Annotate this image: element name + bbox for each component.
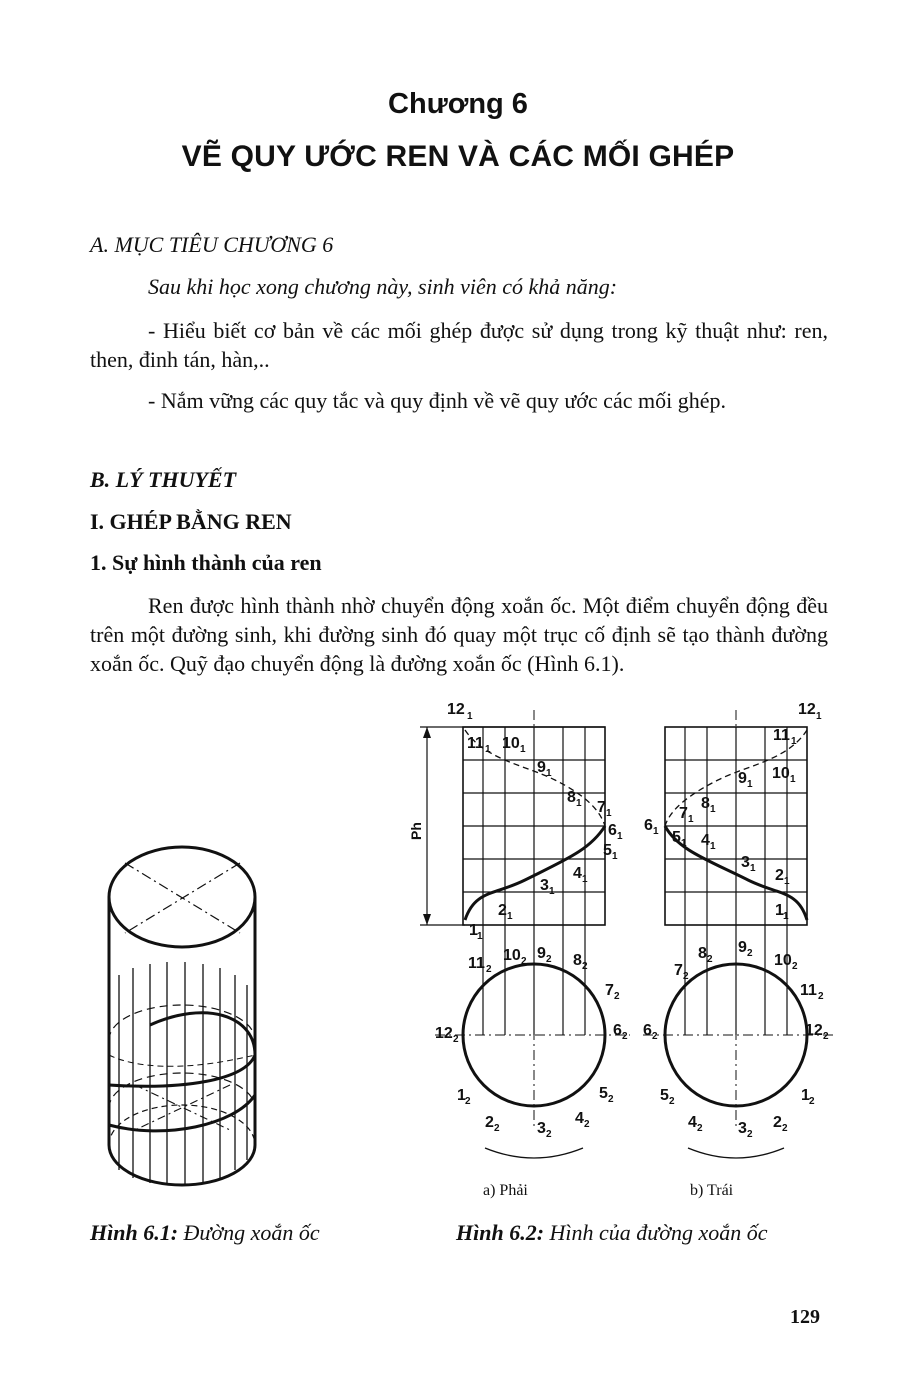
svg-text:1: 1 xyxy=(784,876,790,887)
helix-cylinder-figure xyxy=(95,840,270,1190)
svg-text:3: 3 xyxy=(741,854,750,871)
svg-text:1: 1 xyxy=(520,744,526,755)
svg-text:7: 7 xyxy=(679,805,688,822)
svg-text:1: 1 xyxy=(747,779,753,790)
svg-text:2: 2 xyxy=(792,961,798,972)
svg-text:2: 2 xyxy=(773,1114,782,1131)
objective-bullet-2: - Nắm vững các quy tắc và quy định về vẽ quy ước các mối ghép. xyxy=(148,388,726,413)
helix-projection-right xyxy=(405,690,630,1210)
svg-text:9: 9 xyxy=(537,945,546,962)
svg-text:2: 2 xyxy=(485,1114,494,1131)
svg-text:11: 11 xyxy=(800,982,817,999)
objective-bullet-1: - Hiểu biết cơ bản về các mối ghép được sử dụng trong kỹ thuật như: ren, then, đinh tán, hàn,.. xyxy=(90,318,828,372)
svg-text:12: 12 xyxy=(447,701,465,718)
svg-text:1: 1 xyxy=(688,814,694,825)
svg-text:8: 8 xyxy=(567,789,576,806)
svg-text:2: 2 xyxy=(608,1094,614,1105)
svg-text:8: 8 xyxy=(701,795,710,812)
svg-text:2: 2 xyxy=(707,954,713,965)
svg-text:2: 2 xyxy=(486,964,492,975)
svg-text:2: 2 xyxy=(521,956,527,967)
svg-text:1: 1 xyxy=(775,902,784,919)
svg-text:4: 4 xyxy=(688,1114,697,1131)
svg-text:1: 1 xyxy=(606,808,612,819)
svg-text:2: 2 xyxy=(652,1031,658,1042)
svg-text:1: 1 xyxy=(653,826,659,837)
svg-text:1: 1 xyxy=(582,874,588,885)
svg-text:2: 2 xyxy=(823,1031,829,1042)
svg-text:8: 8 xyxy=(698,945,707,962)
svg-text:4: 4 xyxy=(573,865,582,882)
chapter-title: VẼ QUY ƯỚC REN VÀ CÁC MỐI GHÉP xyxy=(181,140,735,173)
svg-text:2: 2 xyxy=(546,1129,552,1140)
sub-label-left: b) Trái xyxy=(690,1182,734,1199)
svg-text:2: 2 xyxy=(747,948,753,959)
pitch-label-right: Ph xyxy=(408,822,424,840)
svg-text:2: 2 xyxy=(818,991,824,1002)
svg-text:1: 1 xyxy=(801,1087,810,1104)
svg-text:2: 2 xyxy=(669,1096,675,1107)
svg-text:9: 9 xyxy=(738,939,747,956)
svg-text:4: 4 xyxy=(701,832,710,849)
section-b-heading: B. LÝ THUYẾT xyxy=(90,467,237,492)
svg-text:4: 4 xyxy=(575,1110,584,1127)
svg-text:1: 1 xyxy=(612,851,618,862)
svg-text:2: 2 xyxy=(584,1119,590,1130)
svg-text:1: 1 xyxy=(576,798,582,809)
svg-text:10: 10 xyxy=(772,765,790,782)
page-number: 129 xyxy=(790,1306,820,1328)
section-a-heading: A. MỤC TIÊU CHƯƠNG 6 xyxy=(90,232,334,257)
svg-text:2: 2 xyxy=(622,1031,628,1042)
subsection-thread-formation: 1. Sự hình thành của ren xyxy=(90,550,322,575)
svg-text:2: 2 xyxy=(782,1123,788,1134)
svg-text:1: 1 xyxy=(617,831,623,842)
figure-6-2-caption xyxy=(456,1220,768,1246)
svg-text:7: 7 xyxy=(674,962,683,979)
figure-6-2-text: Hình của đường xoắn ốc xyxy=(544,1220,768,1245)
svg-text:12: 12 xyxy=(805,1022,823,1039)
svg-text:2: 2 xyxy=(465,1096,471,1107)
svg-text:2: 2 xyxy=(494,1123,500,1134)
svg-text:1: 1 xyxy=(549,886,555,897)
svg-text:11: 11 xyxy=(467,735,484,752)
thread-paragraph: Ren được hình thành nhờ chuyển động xoắn ốc. Một điểm chuyển động đều trên một đường sinh, khi đường sinh đó quay một trục cố định sẽ tạo thành đường xoắn ốc. Quỹ đạo chuyển động là đường xoắn ốc (Hình 6.1). xyxy=(90,593,828,676)
figure-6-2-label: Hình 6.2: xyxy=(456,1220,545,1245)
sub-label-right: a) Phải xyxy=(483,1182,528,1199)
figure-6-1-text: Đường xoắn ốc xyxy=(178,1220,320,1245)
svg-text:11: 11 xyxy=(468,955,485,972)
svg-text:2: 2 xyxy=(582,961,588,972)
svg-text:3: 3 xyxy=(540,877,549,894)
svg-text:8: 8 xyxy=(573,952,582,969)
svg-text:1: 1 xyxy=(750,863,756,874)
svg-text:1: 1 xyxy=(485,744,491,755)
svg-text:1: 1 xyxy=(791,736,797,747)
svg-text:9: 9 xyxy=(738,770,747,787)
svg-text:2: 2 xyxy=(453,1034,459,1045)
svg-text:2: 2 xyxy=(697,1123,703,1134)
svg-text:1: 1 xyxy=(816,711,822,722)
svg-text:1: 1 xyxy=(507,911,513,922)
svg-text:2: 2 xyxy=(809,1096,815,1107)
svg-text:5: 5 xyxy=(599,1085,608,1102)
svg-text:3: 3 xyxy=(537,1120,546,1137)
chapter-number: Chương 6 xyxy=(388,88,528,120)
svg-text:1: 1 xyxy=(710,804,716,815)
svg-text:11: 11 xyxy=(773,727,790,744)
svg-text:5: 5 xyxy=(603,842,612,859)
svg-text:9: 9 xyxy=(537,759,546,776)
svg-text:1: 1 xyxy=(457,1087,466,1104)
svg-text:2: 2 xyxy=(683,971,689,982)
svg-text:1: 1 xyxy=(546,768,552,779)
svg-text:1: 1 xyxy=(710,841,716,852)
section-a-intro: Sau khi học xong chương này, sinh viên có khả năng: xyxy=(148,274,618,299)
svg-text:6: 6 xyxy=(613,1022,622,1039)
subheading-threads: I. GHÉP BẰNG REN xyxy=(90,509,292,534)
figure-6-1-label: Hình 6.1: xyxy=(90,1220,179,1245)
svg-text:1: 1 xyxy=(469,922,478,939)
figure-6-1-caption xyxy=(90,1220,320,1246)
svg-text:10: 10 xyxy=(503,947,521,964)
svg-text:1: 1 xyxy=(790,774,796,785)
svg-text:1: 1 xyxy=(467,711,473,722)
svg-text:6: 6 xyxy=(608,822,617,839)
svg-text:12: 12 xyxy=(435,1025,453,1042)
svg-text:2: 2 xyxy=(747,1129,753,1140)
svg-text:1: 1 xyxy=(681,838,687,849)
svg-text:7: 7 xyxy=(605,982,614,999)
svg-text:12: 12 xyxy=(798,701,816,718)
svg-text:1: 1 xyxy=(783,911,789,922)
svg-text:2: 2 xyxy=(614,991,620,1002)
svg-text:3: 3 xyxy=(738,1120,747,1137)
svg-text:7: 7 xyxy=(597,799,606,816)
svg-text:6: 6 xyxy=(644,817,653,834)
svg-text:5: 5 xyxy=(672,829,681,846)
svg-text:1: 1 xyxy=(477,931,483,942)
svg-text:2: 2 xyxy=(498,902,507,919)
svg-text:5: 5 xyxy=(660,1087,669,1104)
svg-text:2: 2 xyxy=(546,954,552,965)
svg-text:6: 6 xyxy=(643,1022,652,1039)
svg-text:10: 10 xyxy=(774,952,792,969)
svg-text:2: 2 xyxy=(775,867,784,884)
helix-projection-left xyxy=(638,690,838,1210)
svg-text:10: 10 xyxy=(502,735,520,752)
